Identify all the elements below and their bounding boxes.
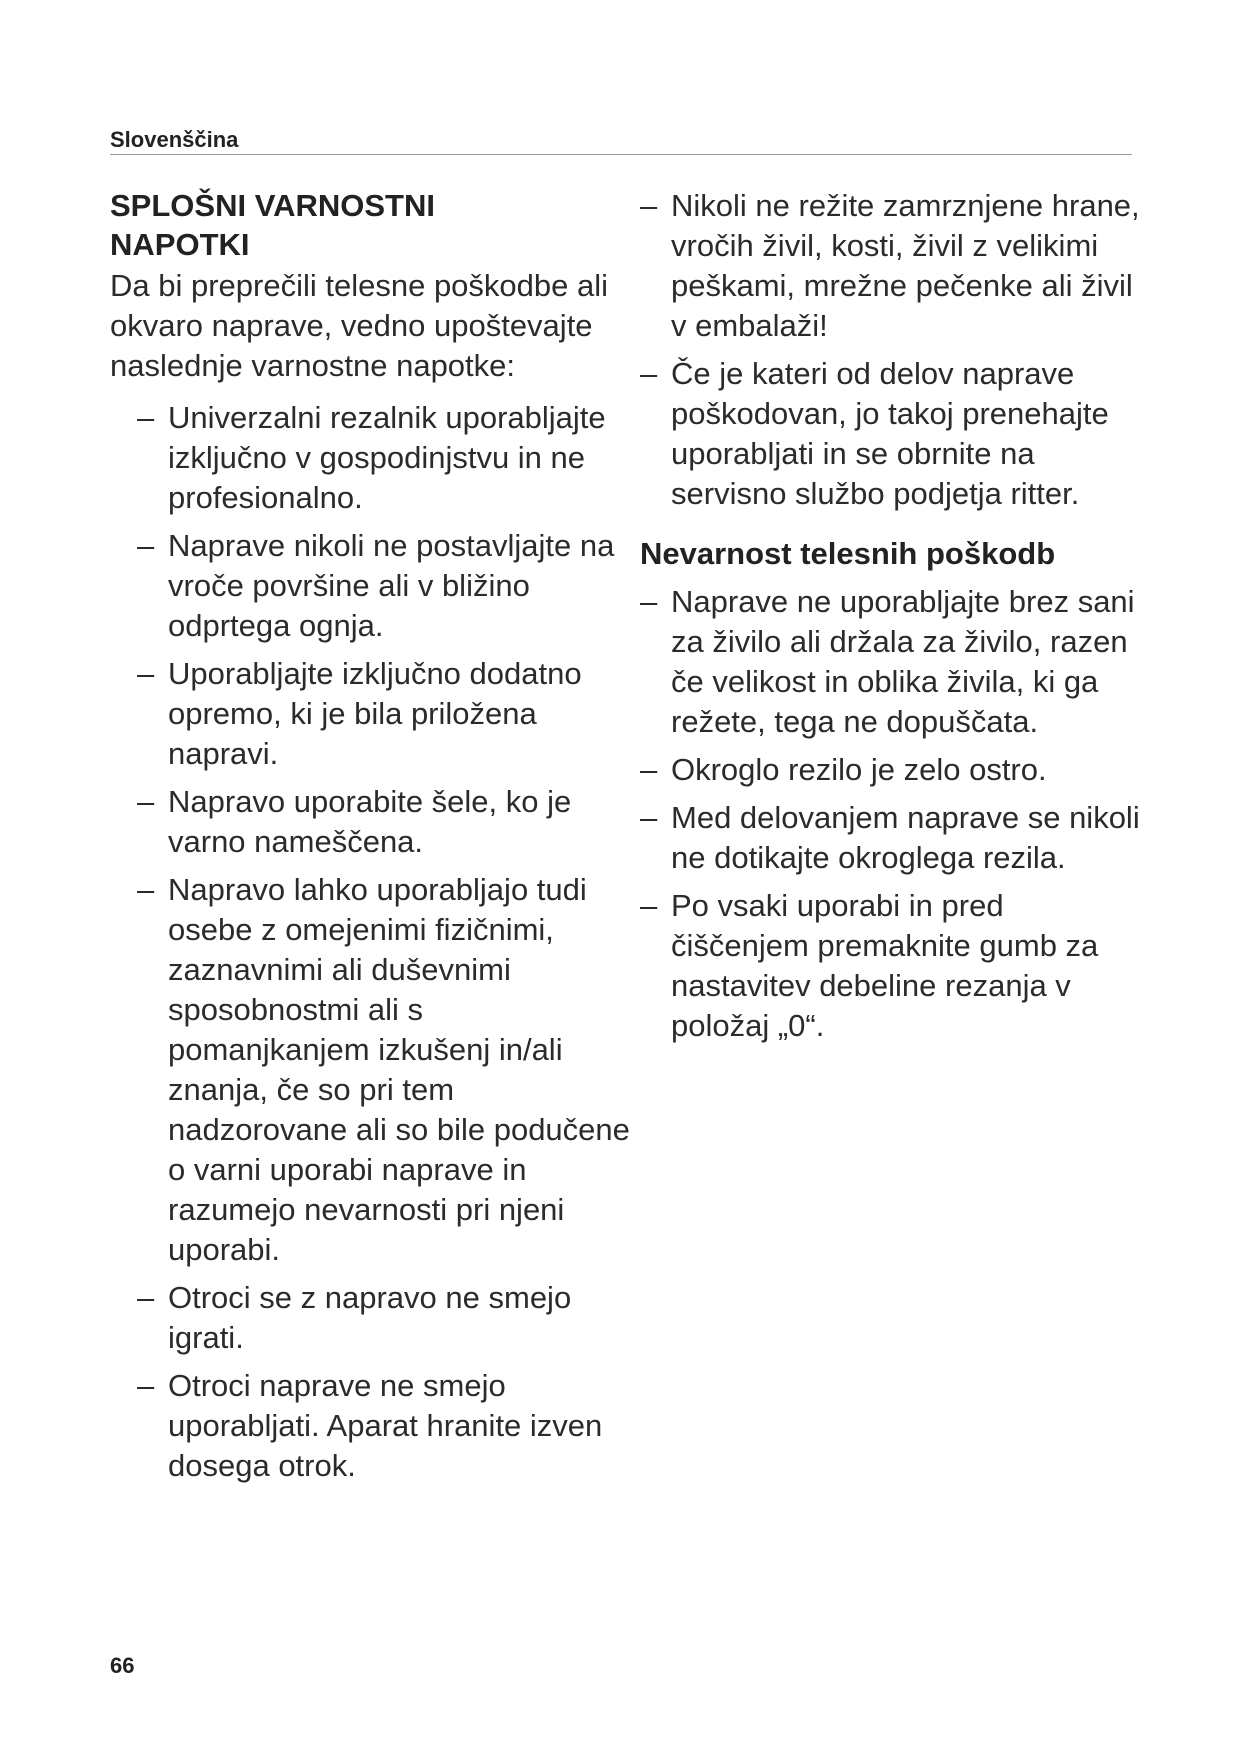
list-item-text: Nikoli ne režite zamrznjene hrane, vročih živil, kosti, živil z velikimi peškami, mrežne pečenke ali živil v embalaži! xyxy=(671,188,1140,343)
list-item xyxy=(137,526,630,646)
dash-bullet: – xyxy=(137,528,155,563)
dash-bullet: – xyxy=(640,188,658,223)
list-item-text: Med delovanjem naprave se nikoli ne dotikajte okroglega rezila. xyxy=(671,800,1140,875)
dash-bullet: – xyxy=(137,1368,155,1403)
section-title-line-2: NAPOTKI xyxy=(110,227,250,262)
list-item xyxy=(137,654,630,774)
list-item-text: Če je kateri od delov naprave poškodovan, jo takoj prenehajte uporabljati in se obrnite na servisno službo podjetja ritter. xyxy=(671,356,1109,511)
list-item xyxy=(137,782,630,862)
list-item xyxy=(640,186,1140,346)
list-item-text: Otroci se z napravo ne smejo igrati. xyxy=(168,1280,572,1355)
list-item xyxy=(640,886,1140,1046)
left-column xyxy=(110,186,630,1494)
list-item xyxy=(640,750,1140,790)
dash-bullet: – xyxy=(137,784,155,819)
list-item-text: Uporabljajte izključno dodatno opremo, ki je bila priložena napravi. xyxy=(168,656,582,771)
list-item-text: Naprave ne uporabljajte brez sani za živilo ali držala za živilo, razen če velikost in oblika živila, ki ga režete, tega ne dopuščata. xyxy=(671,584,1135,739)
dash-bullet: – xyxy=(137,872,155,907)
list-item xyxy=(640,582,1140,742)
list-item-text: Okroglo rezilo je zelo ostro. xyxy=(671,752,1047,787)
list-item-text: Univerzalni rezalnik uporabljajte izključno v gospodinjstvu in ne profesionalno. xyxy=(168,400,606,515)
list-item xyxy=(137,398,630,518)
dash-bullet: – xyxy=(640,888,658,923)
dash-bullet: – xyxy=(640,584,658,619)
dash-bullet: – xyxy=(137,400,155,435)
language-label: Slovenščina xyxy=(110,127,239,152)
list-item-text: Napravo lahko uporabljajo tudi osebe z omejenimi fizičnimi, zaznavnimi ali duševnimi sposobnostmi ali s pomanjkanjem izkušenj in/ali znanja, če so pri tem nadzorovane ali so bile podučene o varni uporabi naprave in razumejo nevarnosti pri njeni uporabi. xyxy=(168,872,630,1267)
list-item xyxy=(640,798,1140,878)
list-item-text: Napravo uporabite šele, ko je varno nameščena. xyxy=(168,784,572,859)
page-number: 66 xyxy=(110,1653,135,1678)
section-title-line-1: SPLOŠNI VARNOSTNI xyxy=(110,188,435,223)
dash-bullet: – xyxy=(640,356,658,391)
header-divider xyxy=(110,154,1132,155)
list-item-text: Otroci naprave ne smejo uporabljati. Aparat hranite izven dosega otrok. xyxy=(168,1368,603,1483)
list-item xyxy=(137,1366,630,1486)
list-item xyxy=(137,870,630,1270)
dash-bullet: – xyxy=(640,800,658,835)
dash-bullet: – xyxy=(640,752,658,787)
section-title xyxy=(110,186,630,264)
section-subheading: Nevarnost telesnih poškodb xyxy=(640,536,1056,571)
list-item xyxy=(137,1278,630,1358)
intro-paragraph: Da bi preprečili telesne poškodbe ali okvaro naprave, vedno upoštevajte naslednje varnostne napotke: xyxy=(110,268,609,383)
dash-bullet: – xyxy=(137,1280,155,1315)
list-item-text: Naprave nikoli ne postavljajte na vroče površine ali v bližino odprtega ognja. xyxy=(168,528,615,643)
list-item xyxy=(640,354,1140,514)
list-item-text: Po vsaki uporabi in pred čiščenjem premaknite gumb za nastavitev debeline rezanja v položaj „0“. xyxy=(671,888,1099,1043)
right-column xyxy=(640,186,1140,1054)
dash-bullet: – xyxy=(137,656,155,691)
